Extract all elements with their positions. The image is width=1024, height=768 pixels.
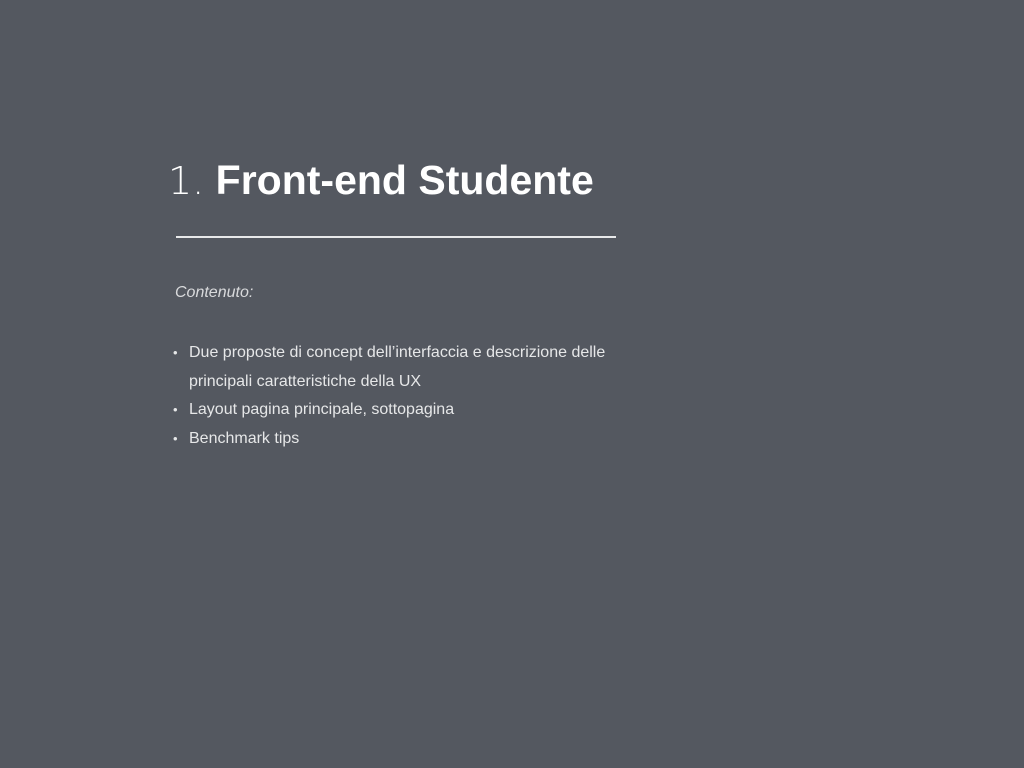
bullet-item (173, 339, 613, 396)
bullet-item (173, 396, 613, 425)
bullet-text: Layout pagina principale, sottopagina (189, 401, 455, 419)
slide-title (168, 152, 594, 209)
bullet-dot-icon: • (173, 402, 178, 418)
section-subtitle: Contenuto: (175, 284, 254, 301)
bullet-text: Benchmark tips (189, 430, 300, 448)
title-divider (176, 236, 616, 238)
bullet-text: Due proposte di concept dell’interfaccia e descrizione delle principali caratteristiche della UX (189, 344, 606, 390)
title-number: 1. (168, 159, 205, 203)
bullet-dot-icon: • (173, 345, 178, 360)
bullet-dot-icon: • (173, 431, 178, 447)
title-text: Front-end Studente (215, 157, 594, 203)
bullet-list (173, 339, 613, 454)
bullet-item (173, 425, 613, 454)
